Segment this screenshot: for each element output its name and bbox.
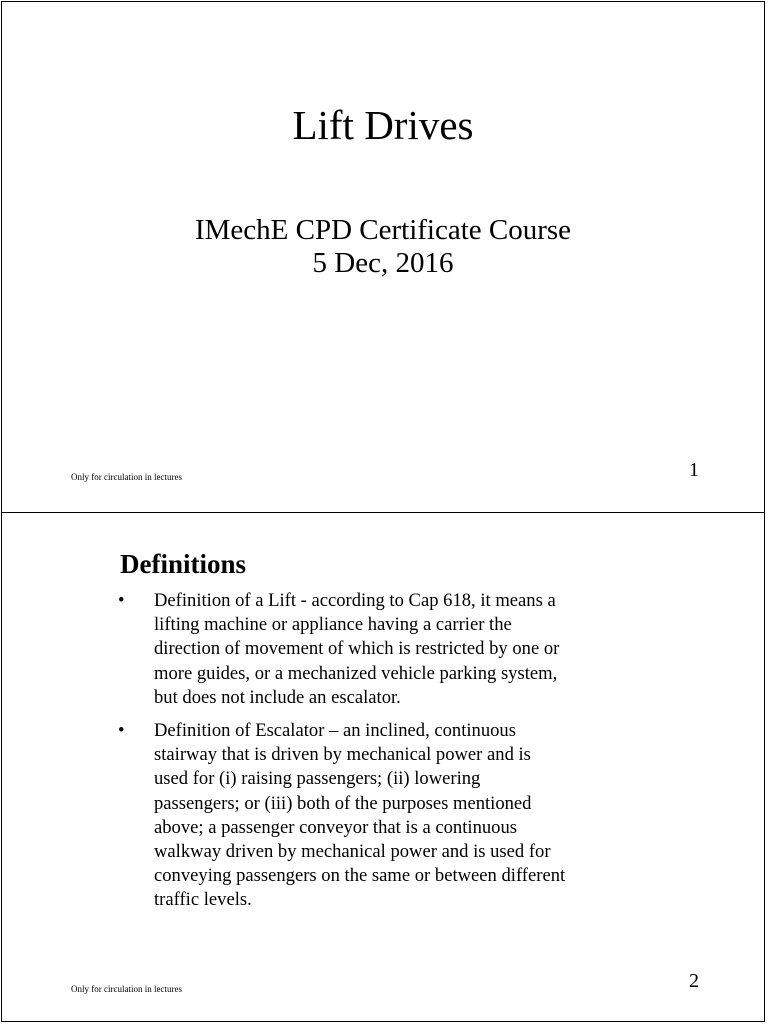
slide-subtitle: [2, 214, 764, 280]
bullet-text-line: Definition of Escalator – an inclined, continuous: [154, 720, 516, 742]
bullet-text-line: Definition of a Lift - according to Cap 618, it means a: [154, 590, 556, 611]
page-number: 2: [689, 970, 699, 992]
slide-title: Lift Drives: [292, 102, 474, 148]
bullet-text-line: more guides, or a mechanized vehicle parking system,: [154, 662, 558, 684]
slide-2: [1, 512, 765, 1022]
bullet-icon: •: [118, 590, 125, 611]
bullet-icon: •: [118, 720, 125, 742]
bullet-escalator-definition: [117, 719, 637, 913]
bullet-text-line: direction of movement of which is restricted by one or: [154, 638, 560, 660]
slide-footer: Only for circulation in lectures: [71, 984, 182, 994]
bullet-text-line: above; a passenger conveyor that is a continuous: [154, 816, 517, 838]
slide-footer: Only for circulation in lectures: [71, 472, 182, 482]
subtitle-date: 5 Dec, 2016: [312, 247, 454, 279]
bullet-text-line: traffic levels.: [154, 889, 252, 911]
bullet-text-line: conveying passengers on the same or between different: [154, 865, 566, 887]
bullet-list: [117, 589, 637, 922]
bullet-text-line: lifting machine or appliance having a carrier the: [154, 614, 512, 636]
subtitle-course: IMechE CPD Certificate Course: [194, 214, 572, 246]
bullet-lift-definition: [117, 589, 637, 710]
slide-1: [1, 1, 765, 513]
bullet-text-line: used for (i) raising passengers; (ii) lowering: [154, 768, 481, 790]
bullet-text-line: walkway driven by mechanical power and is used for: [154, 841, 551, 863]
bullet-text-line: stairway that is driven by mechanical power and is: [154, 744, 531, 766]
page-number: 1: [689, 459, 699, 481]
slide-heading: Definitions: [120, 549, 247, 579]
bullet-text-line: passengers; or (iii) both of the purposes mentioned: [154, 792, 532, 814]
bullet-text-line: but does not include an escalator.: [154, 686, 401, 708]
